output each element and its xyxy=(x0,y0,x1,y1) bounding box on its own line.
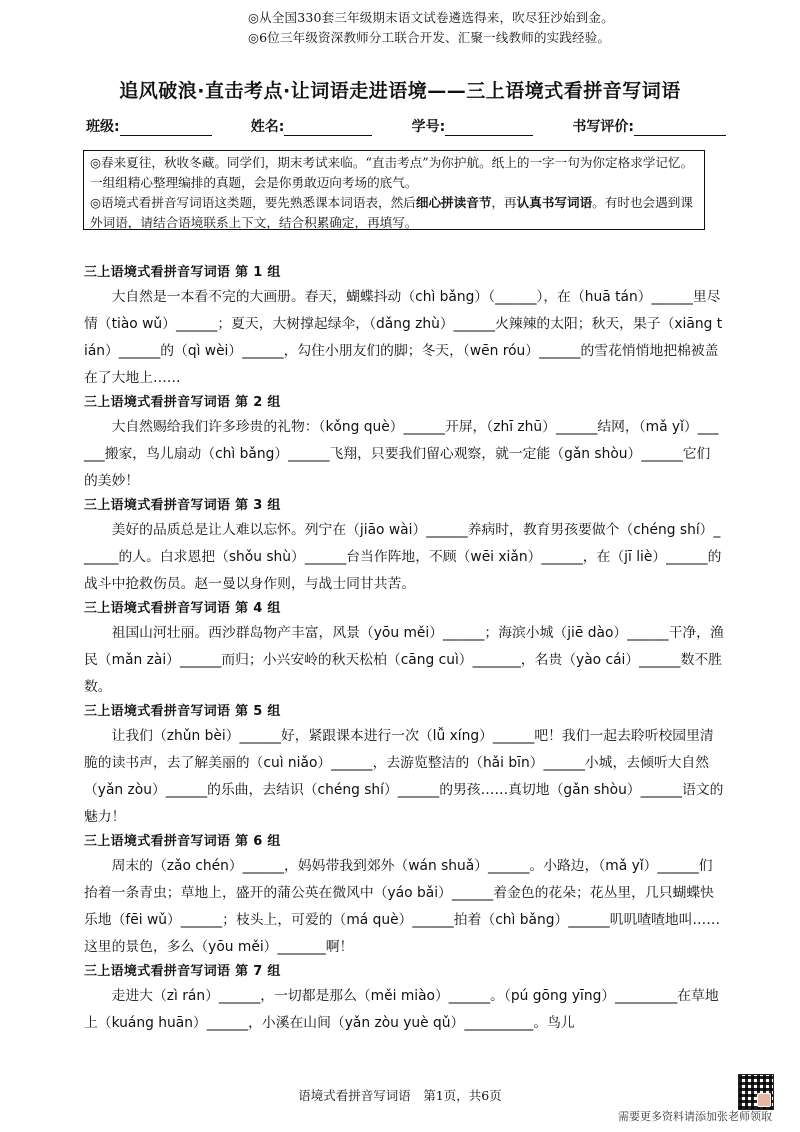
intro-paragraph-2 xyxy=(90,193,698,233)
group-text[interactable]: 走进大（zì rán）______，一切都是那么（měi miào）______。（pú gōng yīng）_________在草地上（kuáng huān）______，小溪在山间（yǎn zòu yuè qǔ）__________。鸟儿 xyxy=(84,988,719,1031)
intro-emphasis: 细心拼读音节 xyxy=(415,195,492,210)
page-footer: 语境式看拼音写词语 第1页，共6页 xyxy=(298,1088,502,1103)
group-text[interactable]: 让我们（zhǔn bèi）______好，紧跟课本进行一次（lǚ xíng）______吧！我们一起去聆听校园里清脆的读书声，去了解美丽的（cuì niǎo）______，去游览整洁的（hǎi bīn）______小城，去倾听大自然（yǎn zòu）______的乐曲，去结识（chéng shí）______的男孩……真切地（gǎn shòu）______语文的魅力！ xyxy=(84,728,724,825)
intro-text: 。有时也会遇到课外词语，请结合语境联系上下文，结合积累确定，再填写。 xyxy=(90,195,693,230)
group-2 xyxy=(84,392,724,495)
group-text[interactable]: 美好的品质总是让人难以忘怀。列宁在（jiāo wài）______养病时，教育男孩要做个（chéng shí）______的人。白求恩把（shǒu shù）______台当作阵地，不顾（wēi xiǎn）______，在（jī liè）______的战斗中抢救伤员。赵一曼以身作则，与战士同甘共苦。 xyxy=(84,522,722,592)
group-text[interactable]: 大自然赐给我们许多珍贵的礼物：（kǒng què）______开屏，（zhī zhū）______结网，（mǎ yǐ）______搬家，鸟儿扇动（chì bǎng）______飞翔，只要我们留心观察，就一定能（gǎn shòu）______它们的美妙！ xyxy=(84,419,719,489)
group-text[interactable]: 祖国山河壮丽。西沙群岛物产丰富，风景（yōu měi）______；海滨小城（jiē dào）______干净，渔民（mǎn zài）______而归；小兴安岭的秋天松柏（cāng cuì）_______，名贵（yào cái）______数不胜数。 xyxy=(84,625,724,695)
group-7 xyxy=(84,961,724,1037)
group-heading: 三上语境式看拼音写词语 第 4 组 xyxy=(84,601,281,616)
class-field[interactable] xyxy=(86,116,212,136)
group-heading: 三上语境式看拼音写词语 第 3 组 xyxy=(84,498,281,513)
intro-box xyxy=(83,150,705,230)
group-heading: 三上语境式看拼音写词语 第 1 组 xyxy=(84,265,281,280)
group-heading: 三上语境式看拼音写词语 第 5 组 xyxy=(84,704,281,719)
top-note-1: ◎从全国330套三年级期末语文试卷遴选得来，吹尽狂沙始到金。 xyxy=(248,10,614,25)
exercise-groups xyxy=(84,262,724,1037)
name-label: 姓名: xyxy=(250,119,285,135)
group-text[interactable]: 周末的（zǎo chén）______，妈妈带我到郊外（wán shuǎ）______。小路边，（mǎ yǐ）______们抬着一条青虫；草地上，盛开的蒲公英在微风中（yáo bǎi）______着金色的花朵；花丛里，几只蝴蝶快乐地（fēi wǔ）______；枝头上，可爱的（má què）______拍着（chì bǎng）______叽叽喳喳地叫……这里的景色，多么（yōu měi）_______啊！ xyxy=(84,858,721,955)
group-1 xyxy=(84,262,724,392)
intro-paragraph-1: ◎春来夏往，秋收冬藏。同学们，期末考试来临。“直击考点”为你护航。纸上的一字一句为你定格求学记忆。一组组精心整理编排的真题，会是你勇敢迈向考场的底气。 xyxy=(90,155,694,190)
student-info-fields xyxy=(86,116,726,136)
avatar-icon xyxy=(757,1093,771,1107)
class-blank[interactable] xyxy=(120,121,212,136)
intro-emphasis: 认真书写词语 xyxy=(516,195,593,210)
group-heading: 三上语境式看拼音写词语 第 7 组 xyxy=(84,964,281,979)
group-heading: 三上语境式看拼音写词语 第 2 组 xyxy=(84,395,281,410)
eval-label: 书写评价: xyxy=(572,119,634,135)
number-field[interactable] xyxy=(412,116,534,136)
name-field[interactable] xyxy=(251,116,373,136)
eval-field[interactable] xyxy=(572,116,726,136)
group-3 xyxy=(84,495,724,598)
intro-text: ◎语境式看拼音写词语这类题，要先熟悉课本词语表，然后 xyxy=(90,195,416,210)
group-6 xyxy=(84,831,724,961)
eval-blank[interactable] xyxy=(634,121,726,136)
intro-text: ，再 xyxy=(491,195,517,210)
class-label: 班级: xyxy=(86,119,120,135)
group-heading: 三上语境式看拼音写词语 第 6 组 xyxy=(84,834,281,849)
footer-note: 需要更多资料请添加张老师领取 xyxy=(618,1110,772,1123)
top-note-2: ◎6位三年级资深教师分工联合开发、汇聚一线教师的实践经验。 xyxy=(248,30,611,45)
group-4 xyxy=(84,598,724,701)
number-blank[interactable] xyxy=(445,121,533,136)
group-5 xyxy=(84,701,724,831)
page-title: 追风破浪·直击考点·让词语走进语境——三上语境式看拼音写词语 xyxy=(119,80,681,102)
top-notes xyxy=(248,8,788,48)
group-text[interactable]: 大自然是一本看不完的大画册。春天，蝴蝶抖动（chì bǎng）（______），在（huā tán）______里尽情（tiào wǔ）______；夏天，大树撑起绿伞，（dǎng zhù）______火辣辣的太阳；秋天，果子（xiāng tián）______的（qì wèi）______，勾住小朋友们的脚；冬天，（wēn róu）______的雪花悄悄地把棉被盖在了大地上…… xyxy=(84,289,723,386)
name-blank[interactable] xyxy=(284,121,372,136)
number-label: 学号: xyxy=(411,119,446,135)
